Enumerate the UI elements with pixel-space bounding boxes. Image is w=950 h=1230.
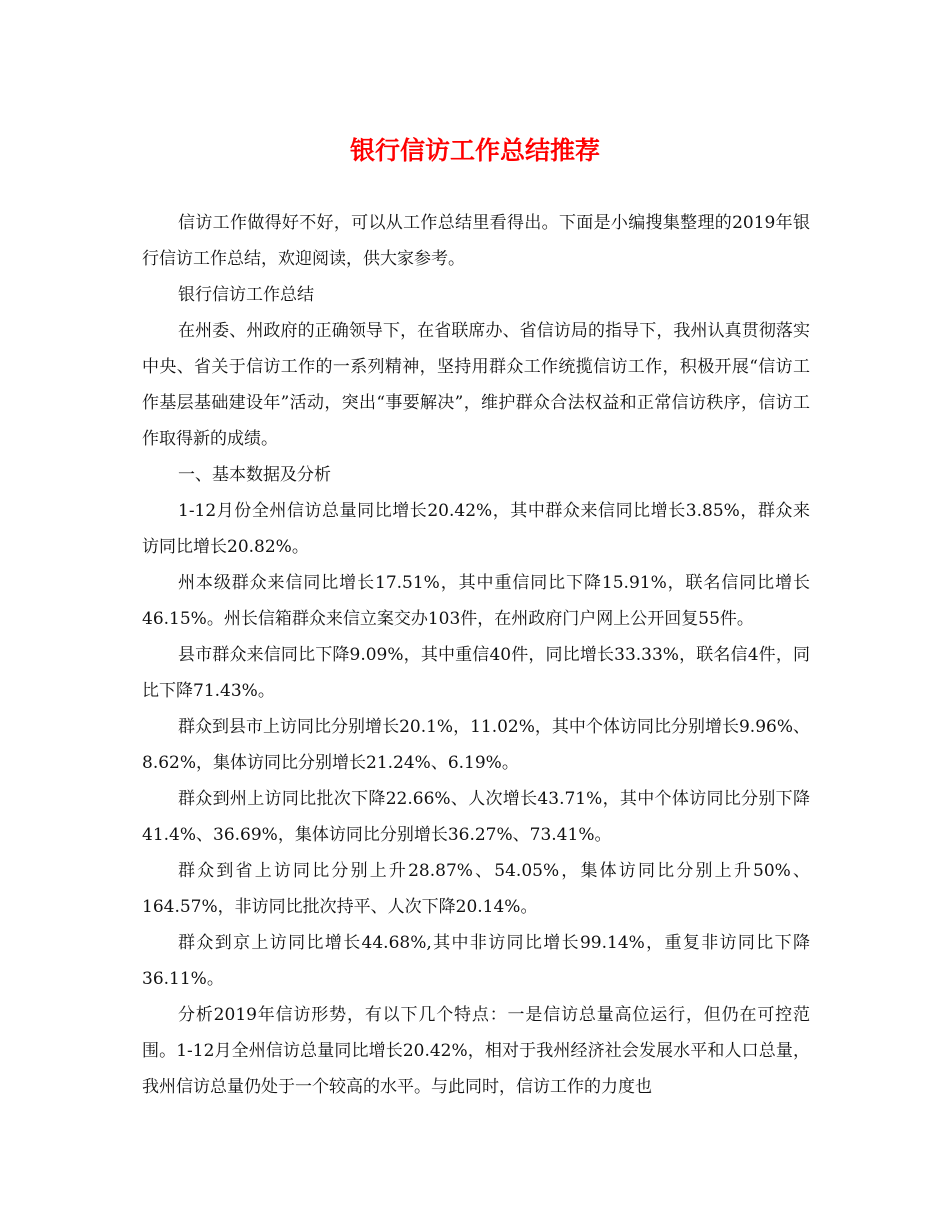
section-heading-basic-data: 一、基本数据及分析 (178, 465, 331, 485)
paragraph-beijing-visits: 群众到京上访同比增长44.68%,其中非访同比增长99.14%，重复非访同比下降36.11%。 (142, 933, 810, 989)
paragraph-prefecture-visits: 群众到州上访同比批次下降22.66%、人次增长43.71%，其中个体访同比分别下降41.4%、36.69%，集体访同比分别增长36.27%、73.41%。 (142, 789, 810, 845)
paragraph-total-volume: 1-12月份全州信访总量同比增长20.42%，其中群众来信同比增长3.85%，群众来访同比增长20.82%。 (142, 501, 810, 557)
paragraph-county-letters: 县市群众来信同比下降9.09%，其中重信40件，同比增长33.33%，联名信4件，同比下降71.43%。 (142, 645, 810, 701)
paragraph-subtitle: 银行信访工作总结 (178, 285, 314, 305)
paragraph-analysis: 分析2019年信访形势，有以下几个特点：一是信访总量高位运行，但仍在可控范围。1-12月全州信访总量同比增长20.42%，相对于我州经济社会发展水平和人口总量，我州信访总量仍处于一个较高的水平。与此同时，信访工作的力度也 (142, 1005, 810, 1097)
paragraph-province-visits: 群众到省上访同比分别上升28.87%、54.05%，集体访同比分别上升50%、164.57%，非访同比批次持平、人次下降20.14%。 (142, 861, 810, 917)
document-body (142, 205, 810, 1105)
paragraph-overview: 在州委、州政府的正确领导下，在省联席办、省信访局的指导下，我州认真贯彻落实中央、省关于信访工作的一系列精神，坚持用群众工作统揽信访工作，积极开展“信访工作基层基础建设年”活动，突出“事要解决”，维护群众合法权益和正常信访秩序，信访工作取得新的成绩。 (142, 321, 810, 449)
paragraph-prefecture-letters: 州本级群众来信同比增长17.51%，其中重信同比下降15.91%，联名信同比增长46.15%。州长信箱群众来信立案交办103件，在州政府门户网上公开回复55件。 (142, 573, 810, 629)
document-title: 银行信访工作总结推荐 (349, 136, 600, 165)
paragraph-county-visits: 群众到县市上访同比分别增长20.1%，11.02%，其中个体访同比分别增长9.96%、8.62%，集体访同比分别增长21.24%、6.19%。 (142, 717, 810, 773)
paragraph-intro: 信访工作做得好不好，可以从工作总结里看得出。下面是小编搜集整理的2019年银行信访工作总结，欢迎阅读，供大家参考。 (142, 213, 810, 269)
